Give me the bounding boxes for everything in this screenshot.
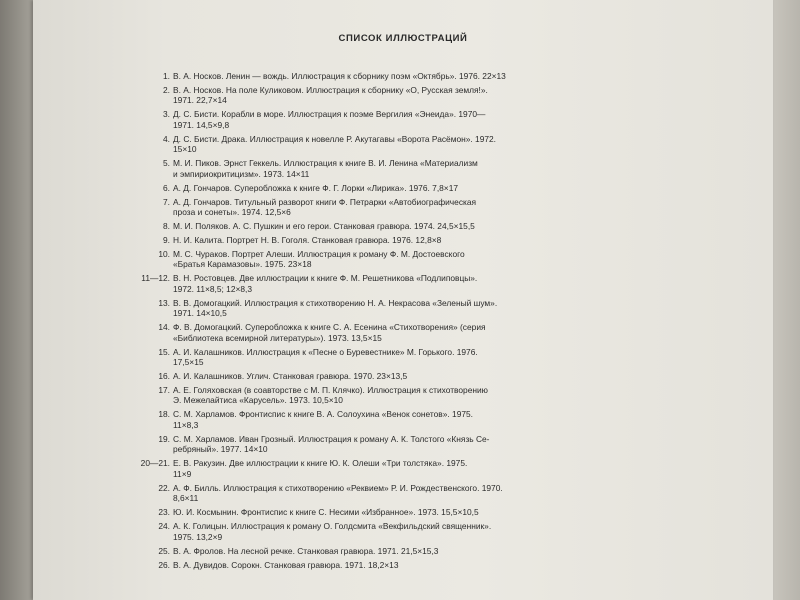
item-text	[173, 85, 488, 106]
item-text-line: В. В. Домогацкий. Иллюстрация к стихотворению Н. А. Некрасова «Зеленый шум».	[173, 297, 498, 308]
item-text-line: ребряный». 1977. 14×10	[173, 444, 268, 455]
item-text-line: 1975. 13,2×9	[173, 531, 223, 542]
item-number: 2.	[163, 85, 170, 95]
item-number: 14.	[158, 322, 170, 333]
item-number: 22.	[158, 482, 170, 493]
list-item	[158, 521, 648, 542]
item-text-line: Э. Межелайтиса «Карусель». 1973. 10,5×10	[173, 395, 343, 406]
list-item	[158, 559, 648, 570]
item-text-line: А. И. Калашников. Иллюстрация к «Песне о Буревестнике» М. Горького. 1976.	[173, 346, 478, 357]
page-title: СПИСОК ИЛЛЮСТРАЦИЙ	[338, 33, 468, 44]
item-number: 3.	[163, 109, 170, 120]
background-right	[770, 0, 800, 600]
item-number: 1.	[163, 71, 170, 81]
background-left	[0, 0, 34, 600]
item-text	[173, 347, 478, 368]
item-text-line: В. А. Носков. На поле Куликовом. Иллюстрация к сборнику «О, Русская земля!».	[173, 85, 488, 95]
item-text	[173, 560, 399, 570]
item-number: 19.	[158, 433, 170, 444]
item-text-line: 17,5×15	[173, 357, 204, 368]
item-text-line: Ф. В. Домогацкий. Суперобложка к книге С. А. Есенина «Стихотворения» (серия	[173, 322, 486, 333]
item-number: 8.	[163, 221, 170, 232]
item-number: 13.	[158, 297, 170, 308]
list-item	[163, 235, 648, 246]
list-item	[163, 196, 648, 218]
list-item	[163, 133, 648, 155]
illustration-list	[140, 71, 648, 574]
item-text-line: С. М. Харламов. Иван Грозный. Иллюстрация к роману А. К. Толстого «Князь Се-	[173, 433, 490, 444]
item-number: 4.	[163, 133, 170, 144]
list-item	[140, 458, 648, 479]
item-text-line: 1972. 11×8,5; 12×8,3	[173, 283, 253, 294]
list-item	[163, 182, 648, 193]
item-text-line: 11×8,3	[173, 419, 199, 430]
item-text	[173, 298, 497, 319]
item-text-line: Н. И. Калита. Портрет Н. В. Гоголя. Станковая гравюра. 1976. 12,8×8	[173, 235, 442, 246]
item-number: 20—21.	[140, 458, 170, 469]
item-text-line: «Братья Карамазовы». 1975. 23×18	[173, 259, 312, 270]
item-number: 24.	[158, 521, 170, 532]
item-text-line: А. Д. Гончаров. Титульный разворот книги Ф. Петрарки «Автобиографическая	[173, 196, 477, 207]
list-item	[163, 109, 648, 130]
item-text-line: Д. С. Бисти. Драка. Иллюстрация к новелле Р. Акутагавы «Ворота Расёмон». 1972.	[173, 133, 497, 144]
item-text-line: 8,6×11	[173, 493, 199, 504]
item-number: 9.	[163, 235, 170, 246]
item-text-line: проза и сонеты». 1974. 12,5×6	[173, 207, 291, 218]
item-text-line: 11×9	[173, 468, 192, 479]
item-text-line: А. Д. Гончаров. Суперобложка к книге Ф. Г. Лорки «Лирика». 1976. 7,8×17	[173, 182, 459, 193]
item-text	[173, 109, 485, 130]
item-text	[173, 249, 465, 270]
item-text-line: В. Н. Ростовцев. Две иллюстрации к книге Ф. М. Решетникова «Подлиповцы».	[173, 273, 478, 284]
document-page	[33, 0, 773, 600]
list-item	[163, 85, 648, 106]
list-item	[158, 346, 648, 368]
item-text	[173, 483, 503, 504]
item-text-line: 1971. 22,7×14	[173, 95, 227, 106]
item-text	[173, 134, 496, 155]
list-item	[158, 322, 648, 343]
list-item	[163, 158, 648, 179]
item-text-line: Е. В. Ракузин. Две иллюстрации к книге Ю. К. Олеши «Три толстяка». 1975.	[173, 458, 468, 469]
item-number: 11—12.	[141, 273, 170, 284]
item-text-line: А. И. Калашников. Углич. Станковая гравюра. 1970. 23×13,5	[173, 371, 408, 382]
item-text	[173, 197, 476, 218]
list-item	[158, 545, 648, 556]
item-text-line: М. И. Поляков. А. С. Пушкин и его герои. Станковая гравюра. 1974. 24,5×15,5	[173, 221, 475, 232]
item-number: 7.	[163, 196, 170, 207]
item-text	[173, 546, 438, 556]
item-number: 16.	[158, 371, 170, 382]
item-number: 15.	[158, 346, 170, 357]
item-text-line: А. Ф. Билль. Иллюстрация к стихотворению «Реквием» Р. И. Рождественского. 1970.	[173, 482, 503, 493]
item-number: 26.	[158, 559, 170, 570]
item-text	[173, 221, 475, 231]
item-text-line: В. А. Фролов. На лесной речке. Станковая гравюра. 1971. 21,5×15,3	[173, 545, 439, 556]
item-number: 17.	[158, 385, 170, 396]
list-item	[158, 297, 648, 319]
item-text	[173, 521, 491, 542]
item-text-line: 1971. 14,5×9,8	[173, 119, 230, 130]
list-item	[158, 507, 648, 518]
item-text-line: А. К. Голицын. Иллюстрация к роману О. Голдсмита «Векфильдский священник».	[173, 521, 492, 532]
item-text-line: 1971. 14×10,5	[173, 308, 227, 319]
item-text-line: А. Е. Голяховская (в соавторстве с М. П. Клячко). Иллюстрация к стихотворению	[173, 385, 488, 396]
item-text	[173, 385, 488, 406]
item-text-line: М. С. Чураков. Портрет Алеши. Иллюстрация к роману Ф. М. Достоевского	[173, 249, 465, 260]
item-text-line: Ю. И. Космынин. Фронтиспис к книге С. Несими «Избранное». 1973. 15,5×10,5	[173, 507, 479, 518]
list-item	[163, 221, 648, 232]
item-text	[173, 183, 458, 193]
item-text-line: Д. С. Бисти. Корабли в море. Иллюстрация к поэме Вергилия «Энеида». 1970—	[173, 109, 486, 120]
item-text	[173, 409, 473, 430]
list-item	[158, 249, 648, 270]
item-text-line: С. М. Харламов. Фронтиспис к книге В. А. Солоухина «Венок сонетов». 1975.	[173, 409, 474, 420]
item-text	[173, 322, 486, 343]
item-text	[173, 158, 478, 179]
item-text-line: и эмпириокритицизм». 1973. 14×11	[173, 168, 310, 179]
list-item	[158, 385, 648, 406]
item-number: 25.	[158, 545, 170, 556]
item-text	[173, 273, 477, 294]
list-item	[163, 71, 648, 81]
list-item	[158, 433, 648, 455]
item-text-line: М. И. Пиков. Эрнст Геккель. Иллюстрация к книге В. И. Ленина «Материализм	[173, 158, 478, 169]
item-number: 18.	[158, 409, 170, 420]
item-number: 23.	[158, 507, 170, 518]
list-item	[158, 482, 648, 504]
item-number: 5.	[163, 158, 170, 169]
item-number: 6.	[163, 182, 170, 193]
item-text	[173, 371, 407, 381]
item-text	[173, 507, 479, 517]
item-text	[173, 235, 441, 245]
item-text	[173, 71, 506, 81]
list-item	[158, 409, 648, 430]
item-text-line: В. А. Дувидов. Сорокн. Станковая гравюра. 1971. 18,2×13	[173, 559, 399, 570]
item-text	[173, 458, 467, 479]
list-item	[141, 273, 648, 294]
list-item	[158, 371, 648, 382]
item-text-line: «Библиотека всемирной литературы»). 1973. 13,5×15	[173, 332, 382, 343]
item-text-line: В. А. Носков. Ленин — вождь. Иллюстрация к сборнику поэм «Октябрь». 1976. 22×13	[173, 71, 506, 81]
item-number: 10.	[158, 249, 170, 260]
item-text-line: 15×10	[173, 144, 197, 155]
item-text	[173, 434, 489, 455]
